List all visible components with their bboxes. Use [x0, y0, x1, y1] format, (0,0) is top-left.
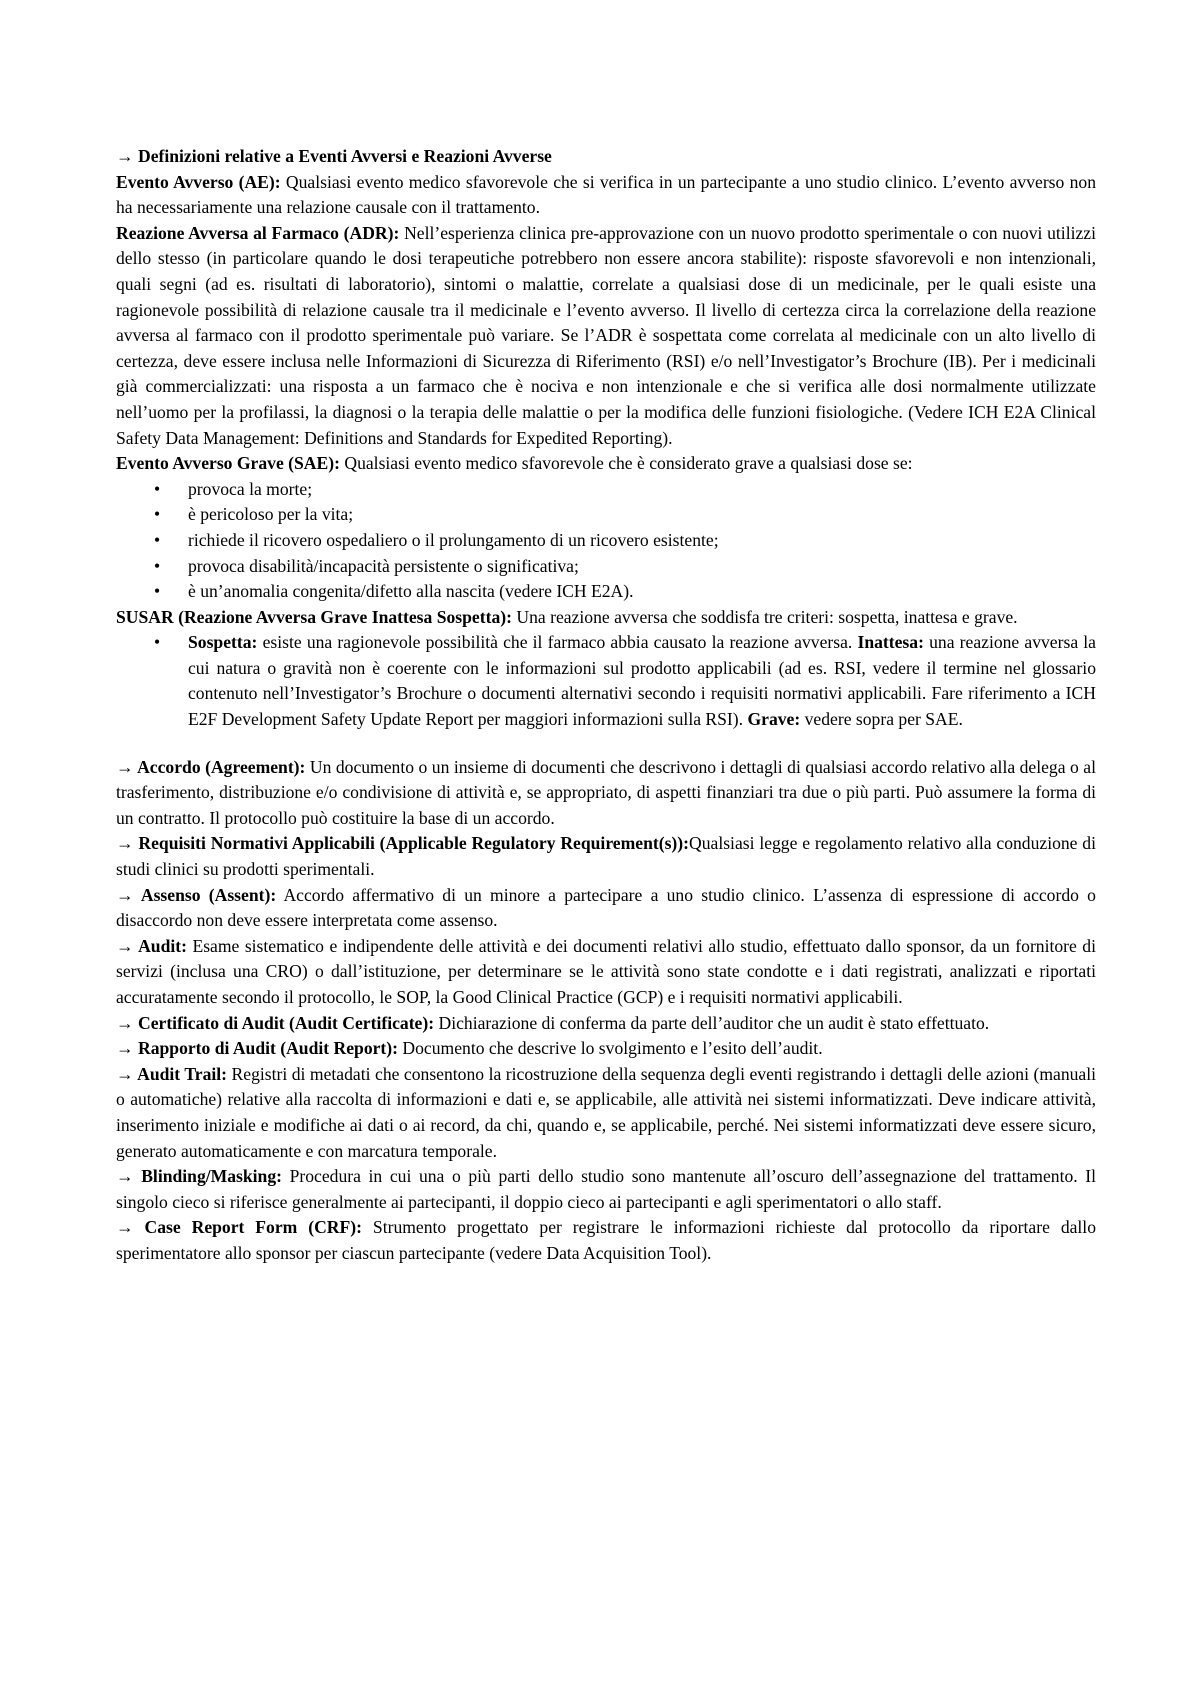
definition-text: Un documento o un insieme di documenti che descrivono i dettagli di qualsiasi accordo relativo alla delega o al trasferimento, distribuzione e/o condivisione di attività e, se appropriato, di aspetti finanziari tra due o più parti. Può assumere la forma di un contratto. Il protocollo può costituire la base di un accordo.: [116, 756, 1096, 828]
term: → Audit Trail:: [116, 1063, 228, 1084]
section-heading: → Definizioni relative a Eventi Avversi e Reazioni Avverse: [116, 146, 552, 166]
list-item: • provoca la morte;: [116, 477, 1096, 503]
definition-ae: [116, 170, 1096, 221]
definition-text: Nell’esperienza clinica pre-approvazione con un nuovo prodotto sperimentale o con nuovi utilizzi dello stesso (in particolare quando le dosi terapeutiche potrebbero non essere ancora stabilite): risposte sfavorevoli e non intenzionali, quali segni (ad es. risultati di laboratorio), sintomi o malattie, correlate a qualsiasi dose di un medicinale, per le quali esiste una ragionevole possibilità di relazione causale tra il medicinale e l’evento avverso. Il livello di certezza circa la correlazione della reazione avversa al farmaco con il prodotto sperimentale può variare. Se l’ADR è sospettata come correlata al medicinale con un alto livello di certezza, deve essere inclusa nelle Informazioni di Sicurezza di Riferimento (RSI) e/o nell’Investigator’s Brochure (IB). Per i medicinali già commercializzati: una risposta a un farmaco che è nociva e non intenzionale e che si verifica alle dosi normalmente utilizzate nell’uomo per la profilassi, la diagnosi o la terapia delle malattie o per la modifica delle funzioni fisiologiche. (Vedere ICH E2A Clinical Safety Data Management: Definitions and Standards for Expedited Reporting).: [116, 222, 1096, 448]
definition-text: Accordo affermativo di un minore a partecipare a uno studio clinico. L’assenza di espressione di accordo o disaccordo non deve essere interpretata come assenso.: [116, 884, 1096, 931]
term: → Accordo (Agreement):: [116, 756, 306, 777]
definition-text: Documento che descrive lo svolgimento e l’esito dell’audit.: [398, 1038, 823, 1059]
sae-criteria-list: [116, 477, 1096, 605]
term: → Certificato di Audit (Audit Certificate):: [116, 1012, 435, 1033]
definition-text: Esame sistematico e indipendente delle attività e dei documenti relativi allo studio, effettuato dallo sponsor, da un fornitore di servizi (inclusa una CRO) o dall’istituzione, per determinare se le attività sono state condotte e i dati registrati, analizzati e riportati accuratamente secondo il protocollo, le SOP, la Good Clinical Practice (GCP) e i requisiti normativi applicabili.: [116, 935, 1096, 1007]
term: SUSAR (Reazione Avversa Grave Inattesa Sospetta):: [116, 606, 512, 627]
definition-sae: [116, 451, 1096, 477]
definition-text: Qualsiasi evento medico sfavorevole che si verifica in un partecipante a uno studio clinico. L’evento avverso non ha necessariamente una relazione causale con il trattamento.: [116, 171, 1096, 218]
glossary-entry: [116, 934, 1096, 1011]
list-item: • provoca disabilità/incapacità persistente o significativa;: [116, 554, 1096, 580]
bullet-icon: •: [154, 581, 161, 602]
term: → Audit:: [116, 935, 187, 956]
term: Evento Avverso Grave (SAE):: [116, 453, 340, 474]
term: → Blinding/Masking:: [116, 1166, 283, 1187]
term: Evento Avverso (AE):: [116, 171, 281, 192]
bullet-icon: •: [154, 529, 161, 550]
document-page: [116, 144, 1096, 1267]
glossary-entry: [116, 1164, 1096, 1215]
definition-text: Procedura in cui una o più parti dello studio sono mantenute all’oscuro dell’assegnazione del trattamento. Il singolo cieco si riferisce generalmente ai partecipanti, il doppio cieco ai partecipanti e agli sperimentatori o allo staff.: [116, 1166, 1097, 1212]
bullet-icon: •: [154, 632, 161, 653]
list-item: • è pericoloso per la vita;: [116, 502, 1096, 528]
definition-text: Qualsiasi evento medico sfavorevole che è considerato grave a qualsiasi dose se:: [339, 453, 913, 474]
bullet-icon: •: [154, 478, 161, 499]
definition-text: Registri di metadati che consentono la ricostruzione della sequenza degli eventi registrando i dettagli delle azioni (manuali o automatiche) relative alla raccolta di informazioni e dati e, se applicabile, alle attività nei sistemi informatizzati. Deve indicare attività, inserimento iniziale e modifiche ai dati o ai record, da chi, quando e, se applicabile, perché. Nei sistemi informatizzati deve essere sicuro, generato automaticamente e con marcatura temporale.: [116, 1063, 1097, 1161]
term: → Rapporto di Audit (Audit Report):: [116, 1038, 399, 1059]
term: → Requisiti Normativi Applicabili (Applicable Regulatory Requirement(s)):: [116, 833, 690, 854]
glossary-entry: [116, 1062, 1096, 1164]
glossary-entry: [116, 883, 1096, 934]
glossary-entry: [116, 831, 1096, 882]
bullet-icon: •: [154, 504, 161, 525]
glossary-entry: [116, 1036, 1096, 1062]
definition-susar: [116, 605, 1096, 631]
definition-text: Strumento progettato per registrare le informazioni richieste dal protocollo da riportare dallo sperimentatore allo sponsor per ciascun partecipante (vedere Data Acquisition Tool).: [116, 1217, 1096, 1263]
list-item: • Sospetta: esiste una ragionevole possibilità che il farmaco abbia causato la reazione avversa. Inattesa: una reazione avversa la cui natura o gravità non è coerente con le informazioni sul prodotto applicabili (ad es. RSI, vedere il termine nel glossario contenuto nell’Investigator’s Brochure o documenti alternativi secondo i requisiti normativi applicabili. Fare riferimento a ICH E2F Development Safety Update Report per maggiori informazioni sulla RSI). Grave: vedere sopra per SAE.: [154, 632, 1096, 730]
term: → Assenso (Assent):: [116, 884, 277, 905]
list-item: • è un’anomalia congenita/difetto alla nascita (vedere ICH E2A).: [116, 579, 1096, 605]
term: Reazione Avversa al Farmaco (ADR):: [116, 222, 400, 243]
bullet-icon: •: [154, 555, 161, 576]
glossary-entry: [116, 755, 1096, 832]
definition-text: Qualsiasi legge e regolamento relativo alla conduzione di studi clinici su prodotti sperimentali.: [116, 833, 1096, 880]
definition-adr: [116, 221, 1096, 451]
list-item: • richiede il ricovero ospedaliero o il prolungamento di un ricovero esistente;: [116, 528, 1096, 554]
glossary-entry: [116, 1215, 1096, 1266]
term: → Case Report Form (CRF):: [116, 1217, 362, 1238]
susar-criteria-list: [116, 630, 1096, 732]
spacer: [116, 733, 1096, 755]
glossary-entry: [116, 1011, 1096, 1037]
definition-text: Dichiarazione di conferma da parte dell’auditor che un audit è stato effettuato.: [434, 1012, 990, 1033]
definition-text: Una reazione avversa che soddisfa tre criteri: sospetta, inattesa e grave.: [511, 606, 1018, 627]
